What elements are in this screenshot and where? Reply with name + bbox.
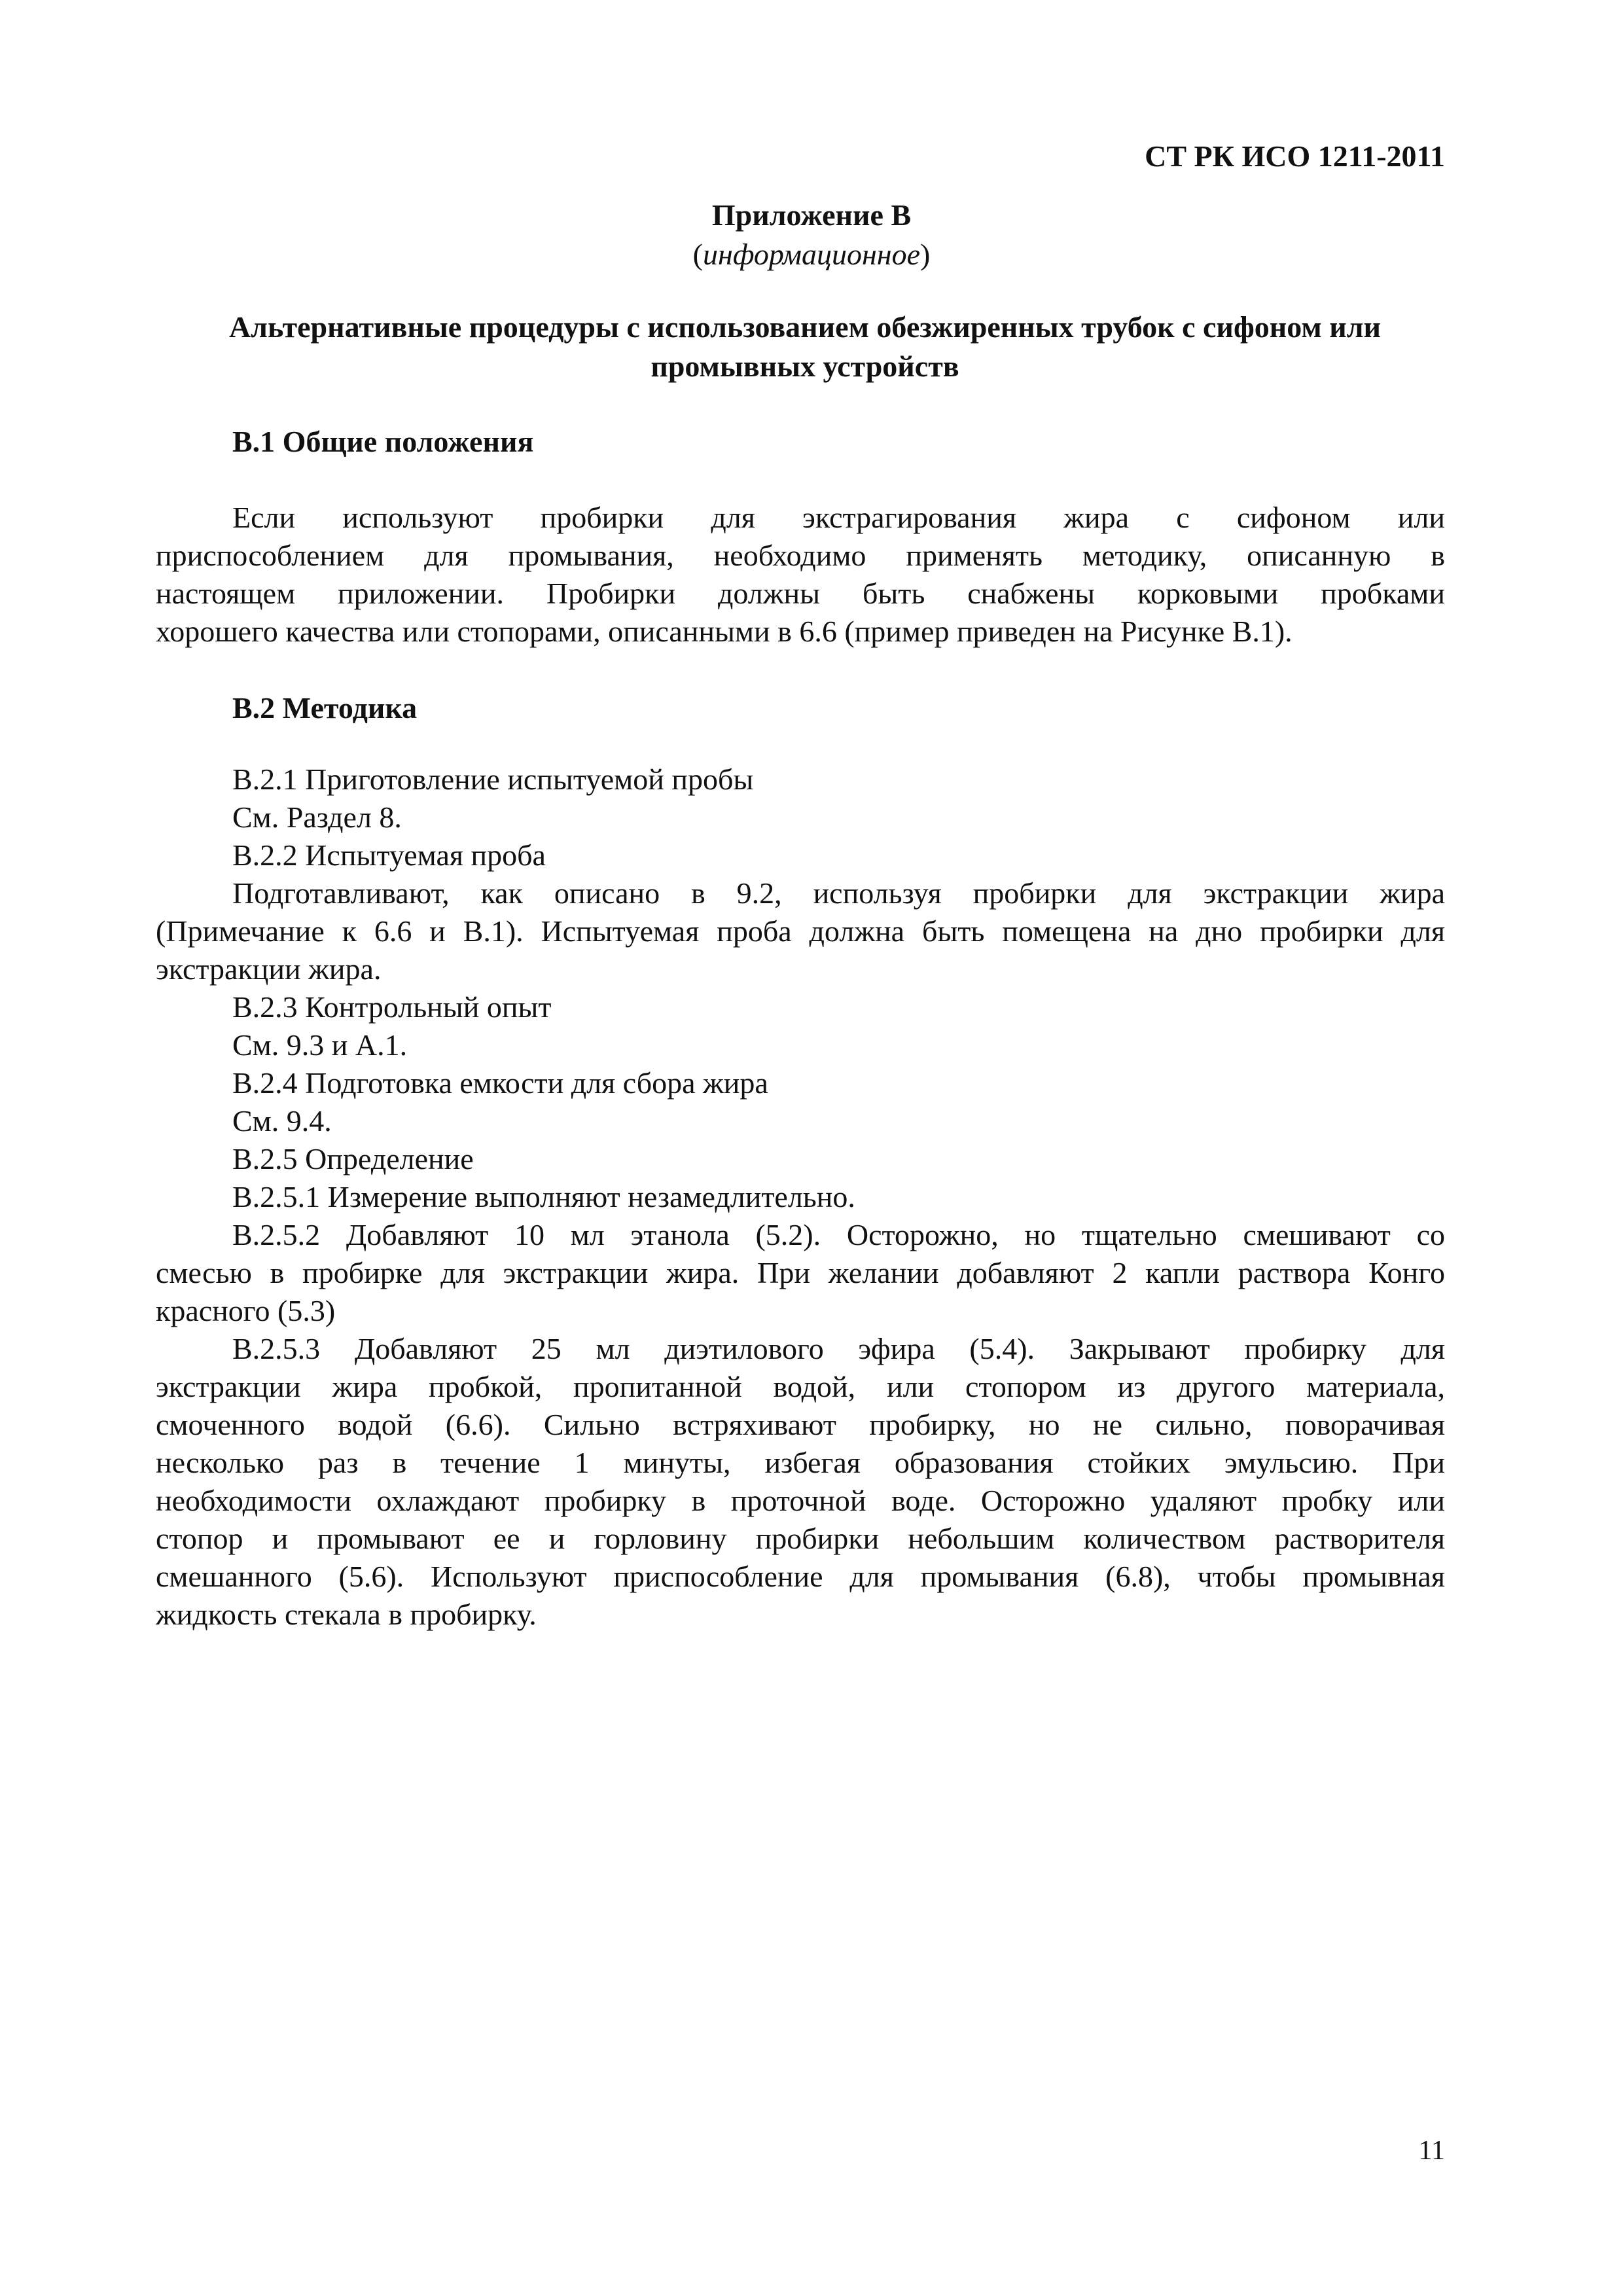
paragraph-line: экстракции жира пробкой, пропитанной водой, или стопором из другого материала, [156,1370,1445,1403]
subsection-title: В.2.3 Контрольный опыт [232,990,552,1024]
annex-note-text: информационное [703,238,920,271]
document-code: СТ РК ИСО 1211-2011 [1145,139,1445,173]
paragraph-line: смоченного водой (6.6). Сильно встряхивают пробирку, но не сильно, поворачивая [156,1408,1445,1441]
section-body-method [156,761,1445,1634]
paragraph-line: хорошего качества или стопорами, описанными в 6.6 (пример приведен на Рисунке В.1). [156,615,1293,648]
paragraph-line: приспособлением для промывания, необходимо применять методику, описанную в [156,539,1445,572]
subsection-title: В.2.2 Испытуемая проба [232,838,546,872]
annex-title: Приложение В [711,198,912,232]
paragraph-line: Если используют пробирки для экстрагирования жира с сифоном или [232,501,1445,534]
paragraph-line: См. 9.3 и А.1. [232,1028,408,1062]
page-number: 11 [1418,2136,1445,2166]
paragraph-line: смешанного (5.6). Используют приспособление для промывания (6.8), чтобы промывная [156,1560,1445,1593]
annex-heading [164,308,1446,386]
paragraph-line: несколько раз в течение 1 минуты, избегая образования стойких эмульсию. При [156,1446,1445,1479]
section-heading-general: В.1 Общие положения [232,425,534,458]
annex-note-open-paren: ( [692,238,703,271]
annex-status-note [0,237,1623,272]
paragraph-line: См. 9.4. [232,1104,332,1138]
section-heading-method: В.2 Методика [232,691,418,725]
paragraph-line: жидкость стекала в пробирку. [156,1598,537,1631]
annex-heading-line: Альтернативные процедуры с использованием обезжиренных трубок с сифоном или [228,310,1382,344]
paragraph-line: В.2.5.2 Добавляют 10 мл этанола (5.2). Осторожно, но тщательно смешивают со [232,1218,1445,1251]
subsection-title: В.2.1 Приготовление испытуемой пробы [232,762,754,796]
paragraph-line: Подготавливают, как описано в 9.2, используя пробирки для экстракции жира [232,876,1445,910]
paragraph-line: необходимости охлаждают пробирку в проточной воде. Осторожно удаляют пробку или [156,1484,1445,1517]
section-body-general [156,499,1445,651]
paragraph-line: См. Раздел 8. [232,800,402,834]
subsection-title: В.2.5 Определение [232,1142,474,1175]
paragraph-line: В.2.5.3 Добавляют 25 мл диэтилового эфира (5.4). Закрывают пробирку для [232,1332,1445,1365]
paragraph-line: (Примечание к 6.6 и В.1). Испытуемая проба должна быть помещена на дно пробирки для [156,914,1445,948]
annex-heading-line: промывных устройств [651,350,959,383]
paragraph-line: смесью в пробирке для экстракции жира. При желании добавляют 2 капли раствора Конго [156,1256,1445,1289]
paragraph-line: экстракции жира. [156,952,382,986]
annex-note-close-paren: ) [920,238,931,271]
paragraph-line: стопор и промывают ее и горловину пробирки небольшим количеством растворителя [156,1522,1445,1555]
paragraph-line: красного (5.3) [156,1294,336,1327]
paragraph-line: В.2.5.1 Измерение выполняют незамедлительно. [232,1180,855,1213]
subsection-title: В.2.4 Подготовка емкости для сбора жира [232,1066,768,1100]
paragraph-line: настоящем приложении. Пробирки должны быть снабжены корковыми пробками [156,577,1445,610]
